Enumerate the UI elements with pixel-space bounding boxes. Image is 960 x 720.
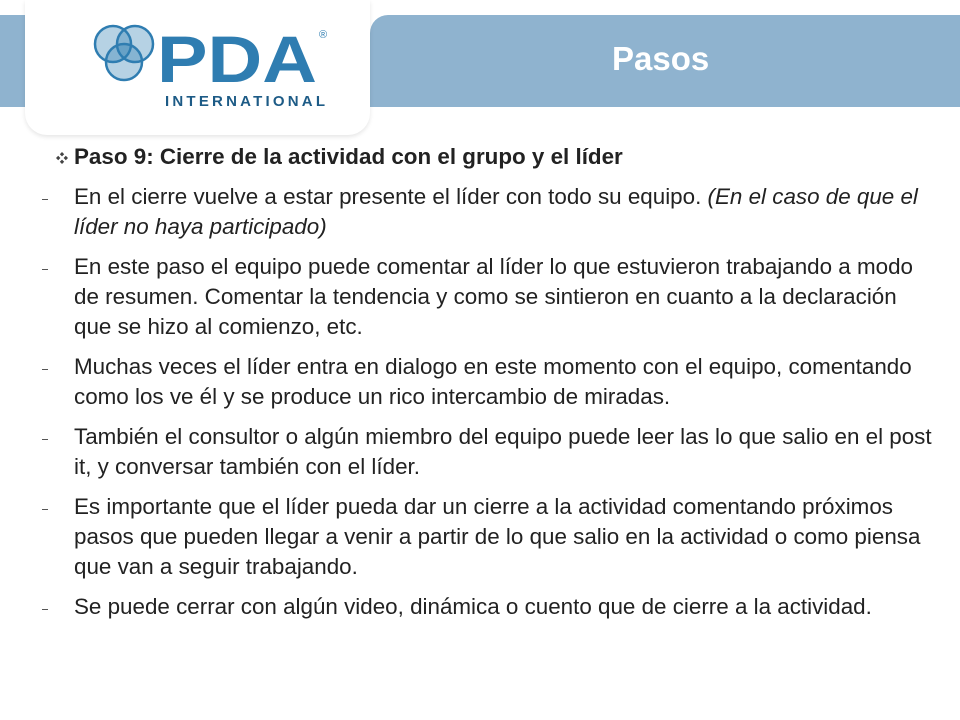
step-heading	[42, 142, 932, 172]
list-item-text: También el consultor o algún miembro del equipo puede leer las lo que salio en el post it, y conversar también con el líder.	[74, 424, 932, 479]
list-item	[42, 352, 932, 412]
dash-bullet-icon	[42, 609, 48, 610]
dash-bullet-icon	[42, 509, 48, 510]
logo-card	[25, 0, 370, 135]
list-item-text: En este paso el equipo puede comentar al líder lo que estuvieron trabajando a modo de resumen. Comentar la tendencia y como se sintieron en cuanto a la declaración que se hizo al comienzo, etc.	[74, 254, 913, 339]
dash-bullet-icon	[42, 269, 48, 270]
logo-subtitle: INTERNATIONAL	[165, 93, 325, 110]
list-item	[42, 592, 932, 622]
slide-title: Pasos	[612, 40, 710, 77]
dash-bullet-icon	[42, 199, 48, 200]
list-item-text: Es importante que el líder pueda dar un cierre a la actividad comentando próximos pasos que pueden llegar a venir a partir de lo que salio en la actividad o como piensa que van a seguir trabajando.	[74, 494, 921, 579]
dash-bullet-icon	[42, 439, 48, 440]
list-item-italic-note: (En el caso de que el líder no haya participado)	[74, 184, 918, 239]
list-item	[42, 422, 932, 482]
list-item-text: Muchas veces el líder entra en dialogo en este momento con el equipo, comentando como los ve él y se produce un rico intercambio de miradas.	[74, 354, 912, 409]
logo-brand: PDA	[157, 22, 317, 96]
list-item	[42, 182, 932, 242]
list-item	[42, 492, 932, 582]
logo-registered: ®	[319, 29, 328, 41]
four-diamond-bullet-icon	[56, 152, 68, 164]
pda-logo	[89, 18, 339, 112]
logo-circles-icon	[95, 26, 153, 80]
list-item-text: Se puede cerrar con algún video, dinámica o cuento que de cierre a la actividad.	[74, 594, 872, 619]
step-heading-text: Paso 9: Cierre de la actividad con el grupo y el líder	[74, 144, 623, 169]
dash-bullet-icon	[42, 369, 48, 370]
list-item-text: En el cierre vuelve a estar presente el líder con todo su equipo.	[74, 184, 708, 209]
list-item	[42, 252, 932, 342]
slide-content	[42, 142, 932, 632]
